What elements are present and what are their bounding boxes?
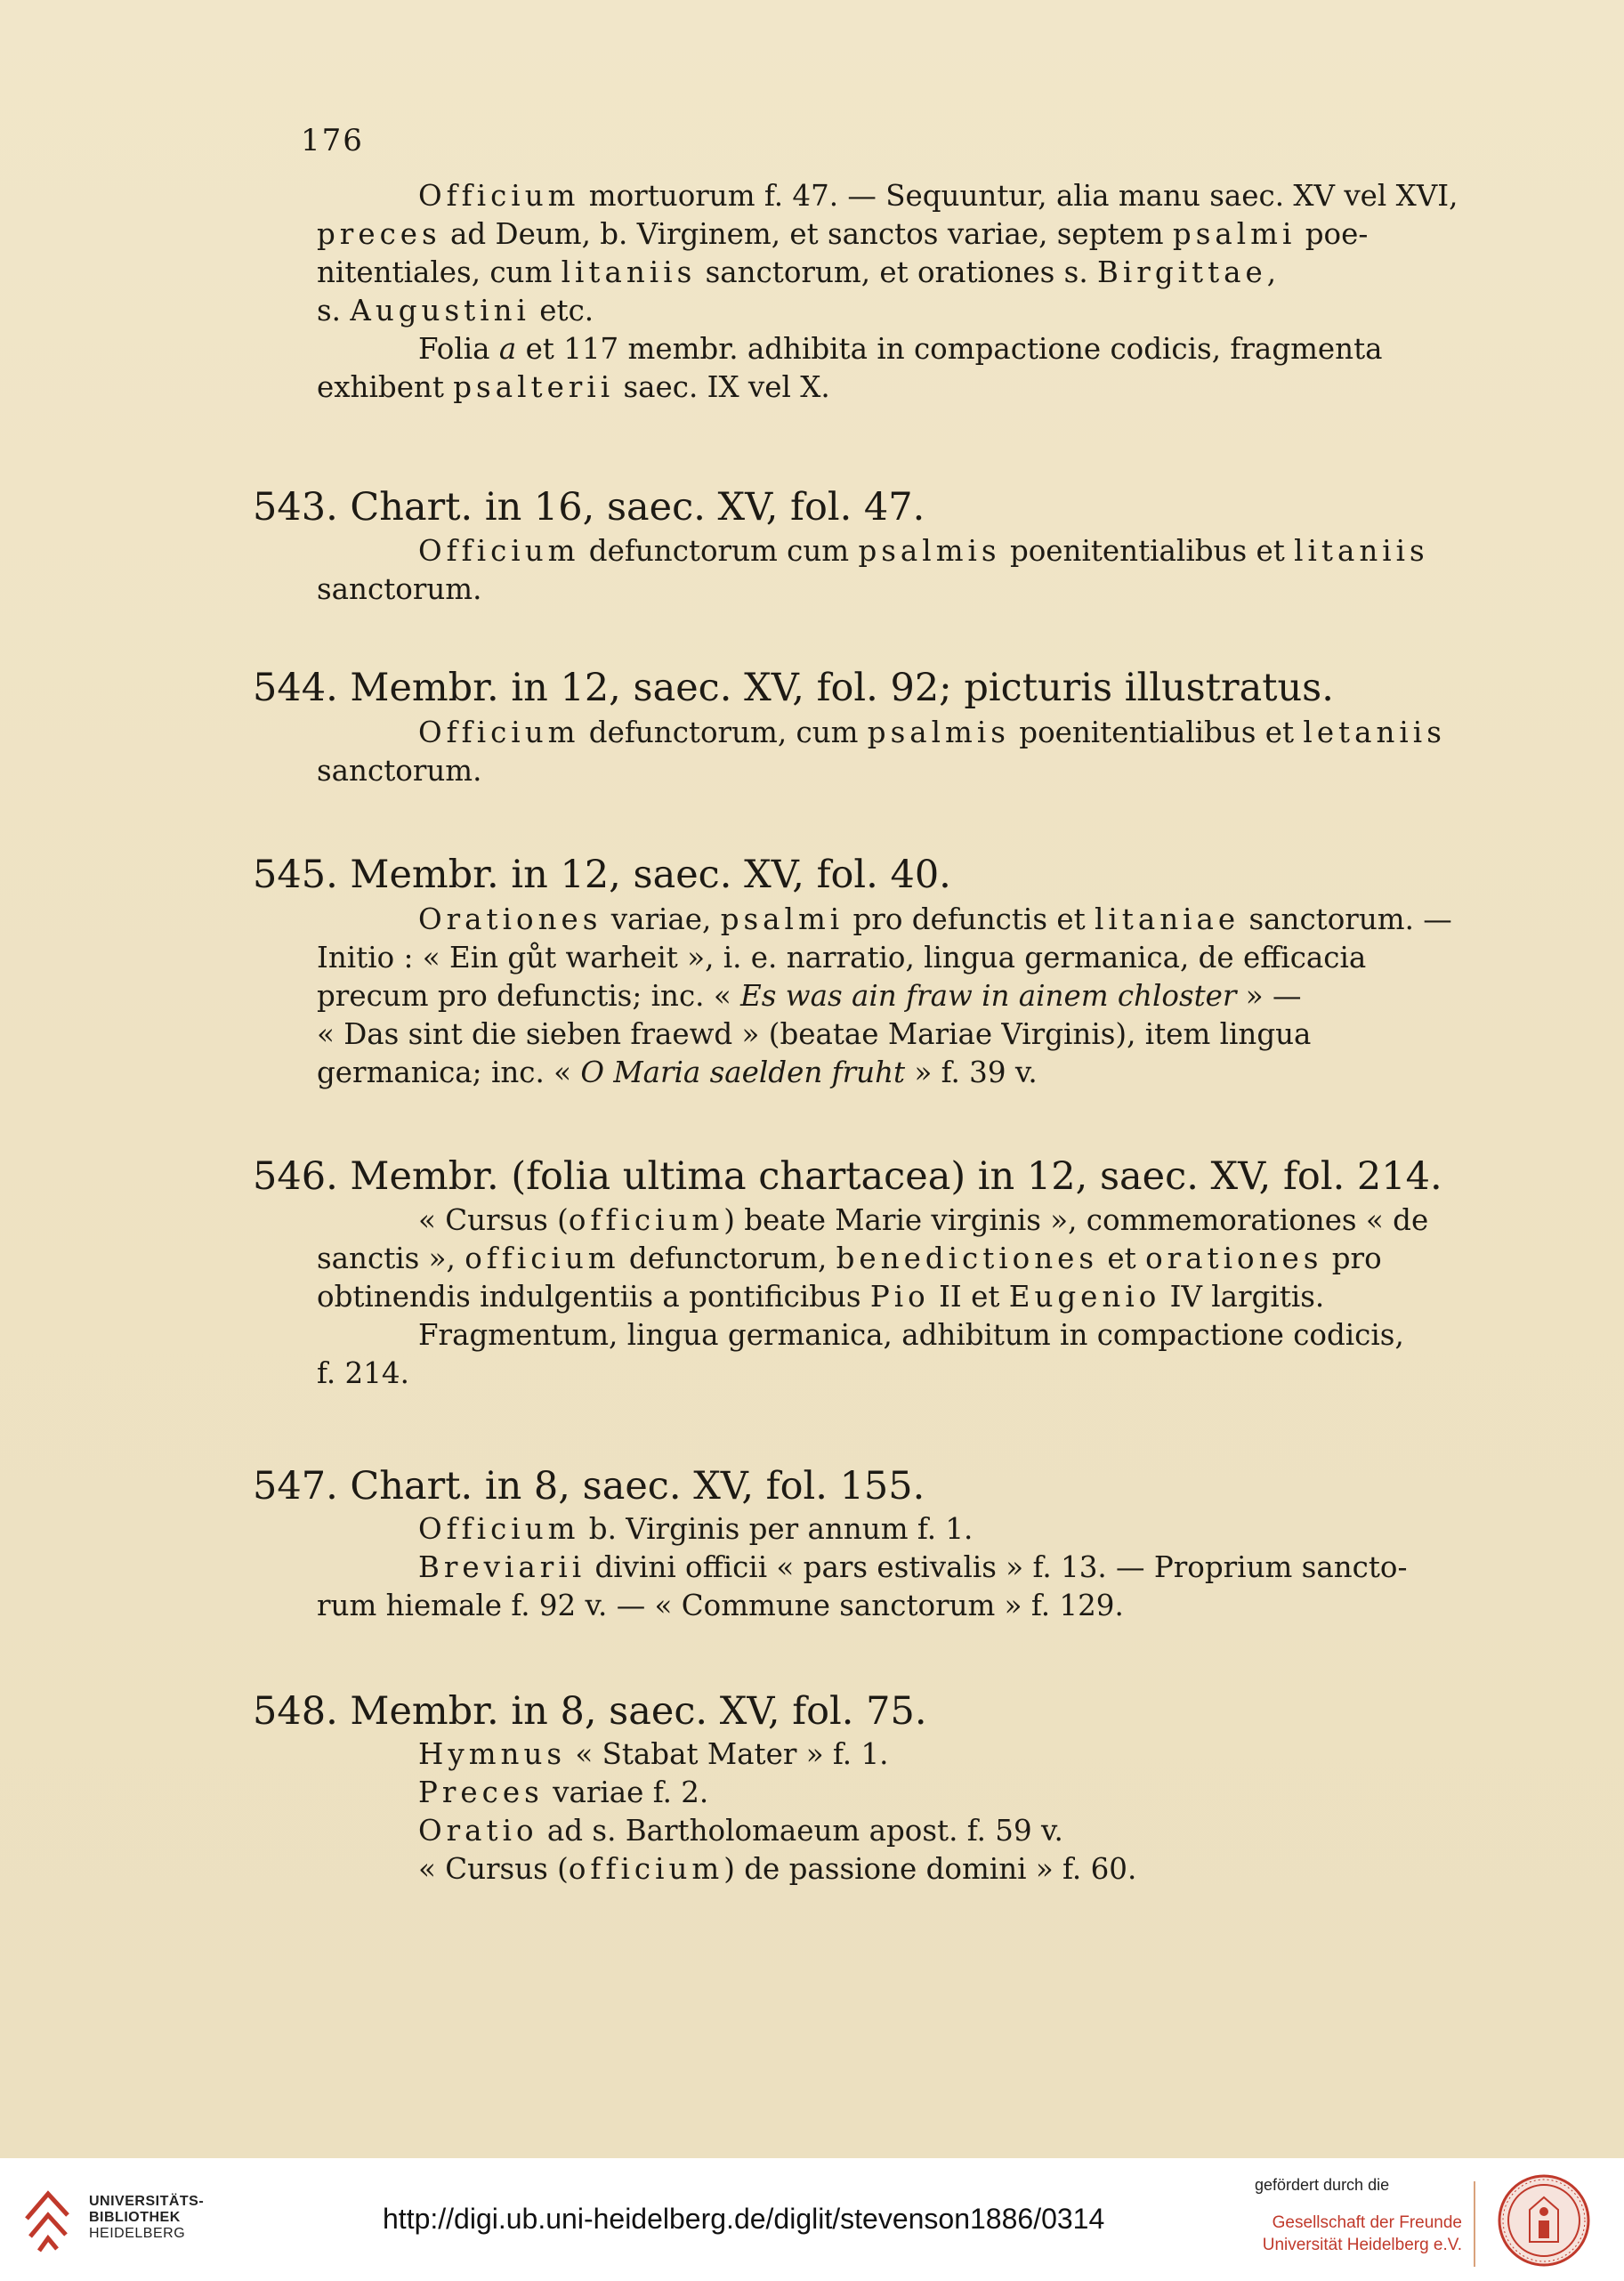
intro-paragraph-1: [317, 177, 1458, 330]
text-run: ,: [1266, 255, 1277, 289]
text-line: [317, 1278, 1444, 1316]
text-line: [368, 1812, 1444, 1850]
text-run: Fragmentum, lingua germanica, adhibitum in compactione codicis,: [418, 1318, 1404, 1352]
text-run: defunctorum, cum: [579, 716, 868, 749]
text-run: et 117 membr. adhibita in compactione codicis, fragmenta: [516, 332, 1383, 366]
entry-heading: 547. Chart. in 8, saec. XV, fol. 155.: [253, 1464, 925, 1509]
spaced-term: Augustini: [350, 294, 530, 328]
text-run: « Das sint die sieben fraewd » (beatae Mariae Virginis), item lingua: [317, 1017, 1312, 1051]
text-run: variae,: [602, 902, 721, 936]
entry-heading: 546. Membr. (folia ultima chartacea) in 12, saec. XV, fol. 214.: [253, 1154, 1442, 1199]
text-run: et: [1098, 1242, 1146, 1275]
text-run: Initio : « Ein gůt warheit », i. e. narratio, lingua germanica, de efficacia: [317, 941, 1367, 975]
text-run: » —: [1236, 979, 1302, 1013]
spaced-term: Officium: [418, 716, 580, 749]
spaced-term: benedictiones: [836, 1242, 1099, 1275]
entry-paragraph: [317, 1201, 1444, 1316]
text-run: ) beate Marie virginis », commemorationes « de: [723, 1203, 1429, 1237]
library-name-line: HEIDELBERG: [89, 2226, 186, 2241]
text-run: rum hiemale f. 92 v. — « Commune sanctorum » f. 129.: [317, 1589, 1124, 1622]
spaced-term: psalmi: [1172, 217, 1297, 251]
entry-paragraph: [317, 714, 1446, 790]
intro-paragraph-2: [317, 330, 1444, 407]
sponsor-name-line: Gesellschaft der Freunde: [1272, 2213, 1462, 2232]
sponsor-label: gefördert durch die: [1255, 2176, 1390, 2194]
spaced-term: officium: [568, 1203, 724, 1237]
text-line: [368, 1316, 1444, 1355]
text-line: [317, 1054, 1444, 1092]
text-line: [368, 330, 1444, 368]
spaced-term: officium: [568, 1852, 724, 1886]
entry-heading: 548. Membr. in 8, saec. XV, fol. 75.: [253, 1689, 927, 1734]
italic-term: Es was ain fraw in ainem chloster: [740, 979, 1237, 1013]
spaced-term: litaniae: [1094, 902, 1240, 936]
italic-term: a: [498, 332, 517, 366]
library-name: [89, 2194, 204, 2242]
entry-heading: 545. Membr. in 12, saec. XV, fol. 40.: [253, 853, 951, 897]
text-run: ad s. Bartholomaeum apost. f. 59 v.: [537, 1814, 1063, 1848]
text-run: sanctorum, et orationes s.: [696, 255, 1097, 289]
text-run: defunctorum,: [619, 1242, 836, 1275]
entry-body: [317, 1510, 1444, 1625]
entry-paragraph: [317, 1316, 1444, 1393]
spaced-term: Breviarii: [418, 1550, 586, 1584]
text-line: [317, 292, 1444, 330]
text-run: ) de passione domini » f. 60.: [723, 1852, 1137, 1886]
text-line: [317, 1587, 1444, 1625]
text-run: « Cursus (: [418, 1203, 569, 1237]
text-line: [317, 1015, 1444, 1054]
entry-paragraph: [368, 1774, 1444, 1812]
text-line: [317, 1240, 1444, 1278]
spaced-term: Birgittae: [1097, 255, 1267, 289]
text-line: [317, 215, 1444, 254]
text-run: II et: [929, 1280, 1009, 1314]
text-run: defunctorum cum: [579, 534, 859, 568]
university-seal-icon: [1498, 2174, 1590, 2267]
entry-heading: 543. Chart. in 16, saec. XV, fol. 47.: [253, 485, 925, 530]
library-name-line: UNIVERSITÄTS-: [89, 2194, 205, 2209]
text-run: nitentiales, cum: [317, 255, 562, 289]
text-run: « Stabat Mater » f. 1.: [566, 1737, 889, 1771]
text-run: divini officii « pars estivalis » f. 13. — Proprium sancto-: [586, 1550, 1408, 1584]
text-line: [368, 714, 1444, 752]
text-run: precum pro defunctis; inc. «: [317, 979, 741, 1013]
spaced-term: litaniis: [1294, 534, 1429, 568]
text-run: sanctorum.: [317, 572, 482, 606]
spaced-term: Eugenio: [1008, 1280, 1161, 1314]
text-run: sanctorum.: [317, 754, 482, 788]
text-line: [368, 1735, 1444, 1774]
entry-paragraph: [368, 1850, 1444, 1889]
text-run: ad Deum, b. Virginem, et sanctos variae, septem: [440, 217, 1173, 251]
text-run: sanctis »,: [317, 1242, 465, 1275]
text-run: Folia: [418, 332, 499, 366]
text-line: [368, 1549, 1444, 1587]
footer-divider: [1474, 2181, 1475, 2267]
text-run: « Cursus (: [418, 1852, 569, 1886]
entry-paragraph: [368, 1812, 1444, 1850]
text-run: saec. IX vel X.: [614, 370, 830, 404]
spaced-term: psalmis: [858, 534, 1001, 568]
entry-paragraph: [317, 532, 1444, 609]
text-run: IV largitis.: [1160, 1280, 1325, 1314]
text-line: [368, 177, 1458, 215]
sponsor-name-line: Universität Heidelberg e.V.: [1262, 2236, 1462, 2254]
text-run: poenitentialibus et: [1009, 716, 1304, 749]
spaced-term: Officium: [418, 179, 580, 213]
spaced-term: psalmi: [720, 902, 844, 936]
text-line: [317, 1355, 1444, 1393]
spaced-term: litaniis: [561, 255, 697, 289]
text-run: variae f. 2.: [543, 1775, 709, 1809]
spaced-term: Orationes: [418, 902, 602, 936]
entry-paragraph: [317, 1549, 1444, 1625]
text-run: b. Virginis per annum f. 1.: [579, 1512, 974, 1546]
text-run: etc.: [529, 294, 594, 328]
spaced-term: psalmis: [867, 716, 1010, 749]
entry-paragraph: [368, 1510, 1444, 1549]
spaced-term: Pio: [869, 1280, 930, 1314]
text-run: obtinendis indulgentiis a pontificibus: [317, 1280, 870, 1314]
text-line: [368, 1201, 1444, 1240]
spaced-term: letaniis: [1303, 716, 1446, 749]
entry-body: [317, 532, 1444, 609]
italic-term: O Maria saelden fruht: [580, 1056, 906, 1089]
entry-body: [317, 1201, 1444, 1393]
text-line: [368, 901, 1452, 939]
spaced-term: Oratio: [418, 1814, 538, 1848]
text-run: s.: [317, 294, 351, 328]
text-run: poe-: [1296, 217, 1369, 251]
spaced-term: Officium: [418, 534, 580, 568]
spaced-term: Preces: [418, 1775, 544, 1809]
spaced-term: Officium: [418, 1512, 580, 1546]
spaced-term: Hymnus: [418, 1737, 567, 1771]
text-line: [317, 977, 1444, 1015]
text-run: germanica; inc. «: [317, 1056, 581, 1089]
library-logo-icon: [21, 2183, 73, 2254]
text-line: [317, 254, 1444, 292]
text-line: [368, 1774, 1444, 1812]
text-line: [317, 570, 1444, 609]
text-run: poenitentialibus et: [1000, 534, 1295, 568]
text-line: [368, 532, 1444, 570]
viewer-footer: [0, 2158, 1624, 2281]
text-run: exhibent: [317, 370, 454, 404]
text-run: f. 214.: [317, 1356, 409, 1390]
intro-section: [317, 177, 1458, 407]
text-run: » f. 39 v.: [905, 1056, 1038, 1089]
text-line: [317, 368, 1444, 407]
text-line: [368, 1510, 1444, 1549]
entry-paragraph: [317, 901, 1452, 1092]
sponsor-name: [1244, 2212, 1462, 2256]
permalink-url[interactable]: http://digi.ub.uni-heidelberg.de/diglit/stevenson1886/0314: [383, 2203, 1105, 2235]
text-run: pro defunctis et: [844, 902, 1095, 936]
text-line: [317, 752, 1444, 790]
library-name-line: BIBLIOTHEK: [89, 2210, 181, 2225]
entry-body: [317, 901, 1452, 1092]
entry-heading: 544. Membr. in 12, saec. XV, fol. 92; picturis illustratus.: [253, 666, 1334, 710]
text-run: sanctorum. —: [1240, 902, 1452, 936]
entry-body: [317, 714, 1446, 790]
spaced-term: psalterii: [453, 370, 615, 404]
page-number: 176: [301, 123, 364, 158]
text-line: [368, 1850, 1444, 1889]
text-line: [317, 939, 1444, 977]
entry-paragraph: [368, 1735, 1444, 1774]
text-run: mortuorum f. 47. — Sequuntur, alia manu saec. XV vel XVI,: [579, 179, 1458, 213]
entry-body: [368, 1735, 1444, 1889]
text-run: pro: [1322, 1242, 1382, 1275]
spaced-term: preces: [317, 217, 441, 251]
spaced-term: orationes: [1145, 1242, 1323, 1275]
spaced-term: officium: [465, 1242, 620, 1275]
